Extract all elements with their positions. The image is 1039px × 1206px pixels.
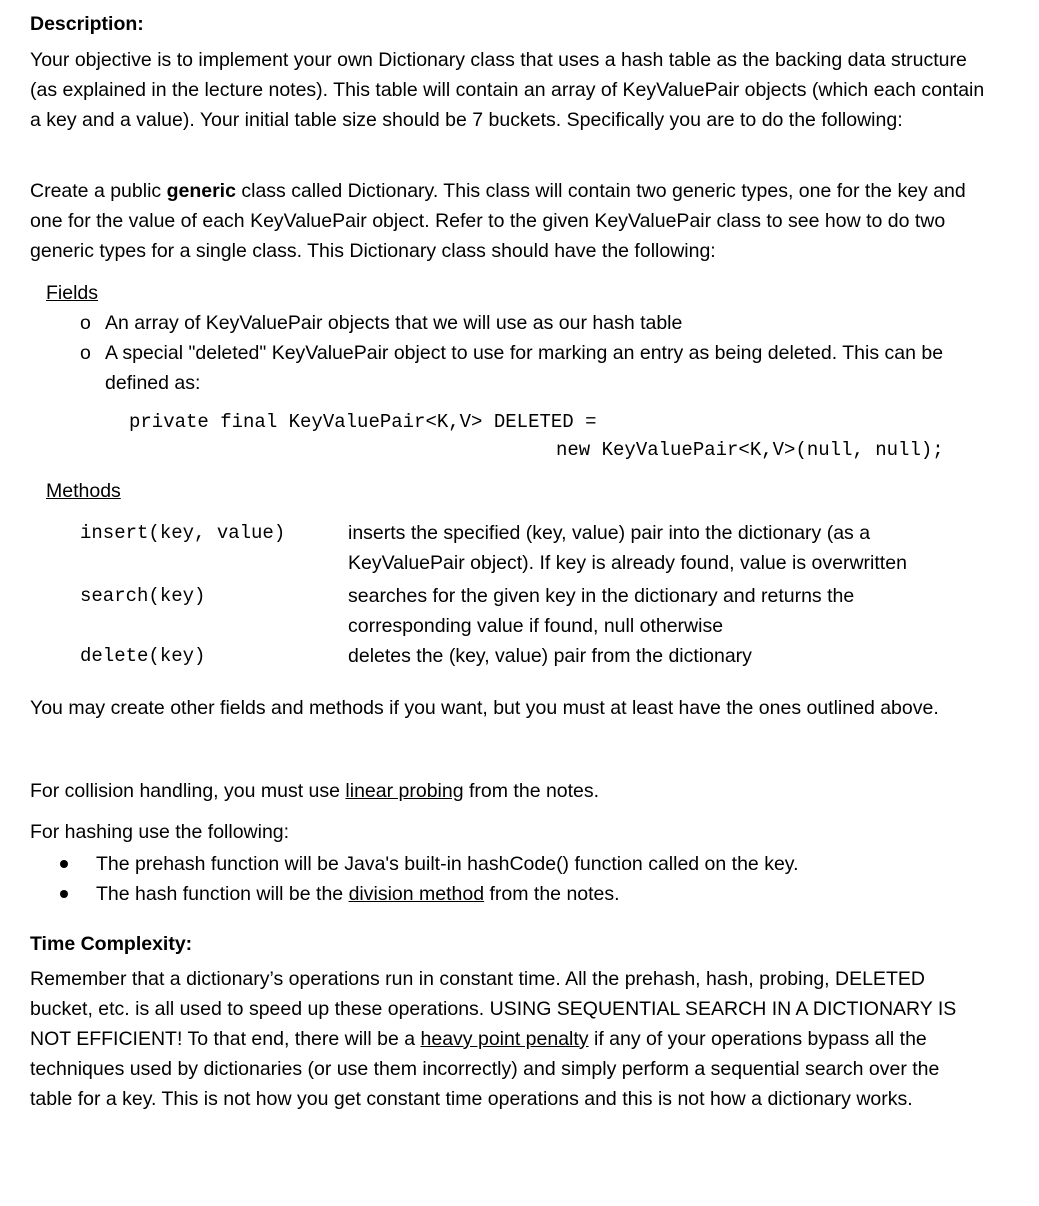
method-signature-insert: insert(key, value) [80, 522, 286, 544]
generic-class-text-after: class called Dictionary. This class will contain two generic types, one for the key and one for the value of each KeyValuePair object. Refer to the given KeyValuePair class to see how to do two generic types for a single class. This Dictionary class should have the following: [30, 180, 966, 262]
fields-item-text: An array of KeyValuePair objects that we will use as our hash table [105, 312, 683, 334]
time-complexity-heading: Time Complexity: [30, 933, 193, 955]
description-heading: Description: [30, 13, 144, 35]
bullet-dot-icon [60, 860, 68, 868]
hashing-list-item [60, 879, 960, 909]
fields-heading: Fields [46, 282, 99, 304]
generic-bold-word: generic [166, 180, 236, 202]
circle-bullet-icon: o [80, 312, 91, 334]
fields-list-item [80, 338, 980, 398]
hashing-item-division [96, 879, 960, 909]
hashing-item-prehash: The prehash function will be Java's built-in hashCode() function called on the key. [96, 853, 799, 875]
time-text-before: Remember that a dictionary’s operations run in constant time. All the prehash, hash, probing, DELETED bucket, etc. is all used to speed up these operations. USING SEQUENTIAL SEARCH IN A DICTIONARY IS NOT EFFICIENT! To that end, there will be a [30, 968, 957, 1050]
collision-text-after: from the notes. [463, 780, 600, 802]
hashing-item2-text-before: The hash function will be the [96, 883, 349, 905]
time-text-after: if any of your operations bypass all the techniques used by dictionaries (or use them incorrectly) and simply perform a sequential search over the table for a key. This is not how you get constant time operations and this is not how a dictionary works. [30, 1028, 940, 1110]
code-line-deleted-declaration: private final KeyValuePair<K,V> DELETED = [129, 411, 597, 433]
methods-heading: Methods [46, 480, 121, 502]
generic-class-text-before: Create a public [30, 180, 167, 202]
collision-paragraph [30, 776, 990, 806]
method-description-insert: inserts the specified (key, value) pair into the dictionary (as a KeyValuePair object). If key is already found, value is overwritten [348, 522, 907, 574]
other-fields-paragraph: You may create other fields and methods if you want, but you must at least have the ones outlined above. [30, 697, 939, 719]
method-signature-search: search(key) [80, 585, 206, 607]
method-signature-delete: delete(key) [80, 645, 206, 667]
fields-item-text: A special "deleted" KeyValuePair object to use for marking an entry as being deleted. This can be defined as: [105, 342, 944, 394]
method-description-search: searches for the given key in the dictionary and returns the corresponding value if found, null otherwise [348, 585, 855, 637]
code-line-deleted-initializer: new KeyValuePair<K,V>(null, null); [556, 439, 944, 461]
hashing-list-item [60, 849, 960, 879]
heavy-point-penalty-link[interactable]: heavy point penalty [420, 1028, 589, 1050]
fields-list-item [80, 308, 980, 338]
bullet-dot-icon [60, 890, 68, 898]
method-description-delete: deletes the (key, value) pair from the dictionary [348, 645, 752, 667]
time-complexity-paragraph [30, 964, 980, 1114]
linear-probing-link[interactable]: linear probing [345, 780, 464, 802]
hashing-intro: For hashing use the following: [30, 821, 290, 843]
hashing-item2-text-after: from the notes. [484, 883, 620, 905]
generic-class-paragraph [30, 176, 990, 266]
division-method-link[interactable]: division method [348, 883, 485, 905]
description-paragraph: Your objective is to implement your own Dictionary class that uses a hash table as the backing data structure (as explained in the lecture notes). This table will contain an array of KeyValuePair objects (which each contain a key and a value). Your initial table size should be 7 buckets. Specifically you are to do the following: [30, 49, 985, 131]
collision-text-before: For collision handling, you must use [30, 780, 346, 802]
circle-bullet-icon: o [80, 342, 91, 364]
